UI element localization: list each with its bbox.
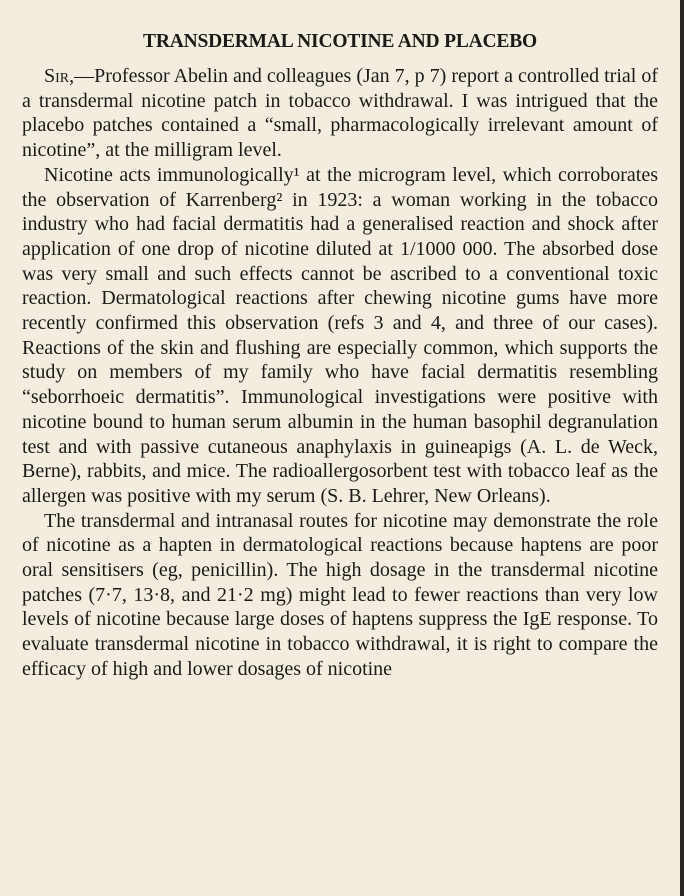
paragraph-1 (22, 64, 658, 163)
page-edge-shadow (680, 0, 684, 896)
article-title: TRANSDERMAL NICOTINE AND PLACEBO (143, 31, 537, 52)
paragraph-2: Nicotine acts immunologically¹ at the microgram level, which corroborates the observation of Karrenberg² in 1923: a woman working in the tobacco industry who had facial dermatitis had a generalised reaction and shock after application of one drop of nicotine diluted at 1/1000 000. The absorbed dose was very small and such effects cannot be ascribed to a conventional toxic reaction. Dermatological reactions after chewing nicotine gums have more recently confirmed this observation (refs 3 and 4, and three of our cases). Reactions of the skin and flushing are especially common, which supports the study on members of my family who have facial dermatitis resembling “seborrhoeic dermatitis”. Immunological investigations were positive with nicotine bound to human serum albumin in the human basophil degranulation test and with passive cutaneous anaphylaxis in guineapigs (A. L. de Weck, Berne), rabbits, and mice. The radioallergosorbent test with tobacco leaf as the allergen was positive with my serum (S. B. Lehrer, New Orleans). (22, 163, 658, 507)
paragraph-1-text: —Professor Abelin and colleagues (Jan 7, p 7) report a controlled trial of a transdermal nicotine patch in tobacco withdrawal. I was intrigued that the placebo patches contained a “small, pharmacologically irrelevant amount of nicotine”, at the milligram level. (22, 65, 658, 162)
salutation: Sir, (44, 65, 75, 87)
paragraph-3: The transdermal and intranasal routes for nicotine may demonstrate the role of nicotine as a hapten in dermatological reactions because haptens are poor oral sensitisers (eg, penicillin). The high dosage in the transdermal nicotine patches (7·7, 13·8, and 21·2 mg) might lead to fewer reactions than very low levels of nicotine because large doses of haptens suppress the IgE response. To evaluate transdermal nicotine in tobacco withdrawal, it is right to compare the efficacy of high and lower dosages of nicotine (22, 509, 658, 680)
